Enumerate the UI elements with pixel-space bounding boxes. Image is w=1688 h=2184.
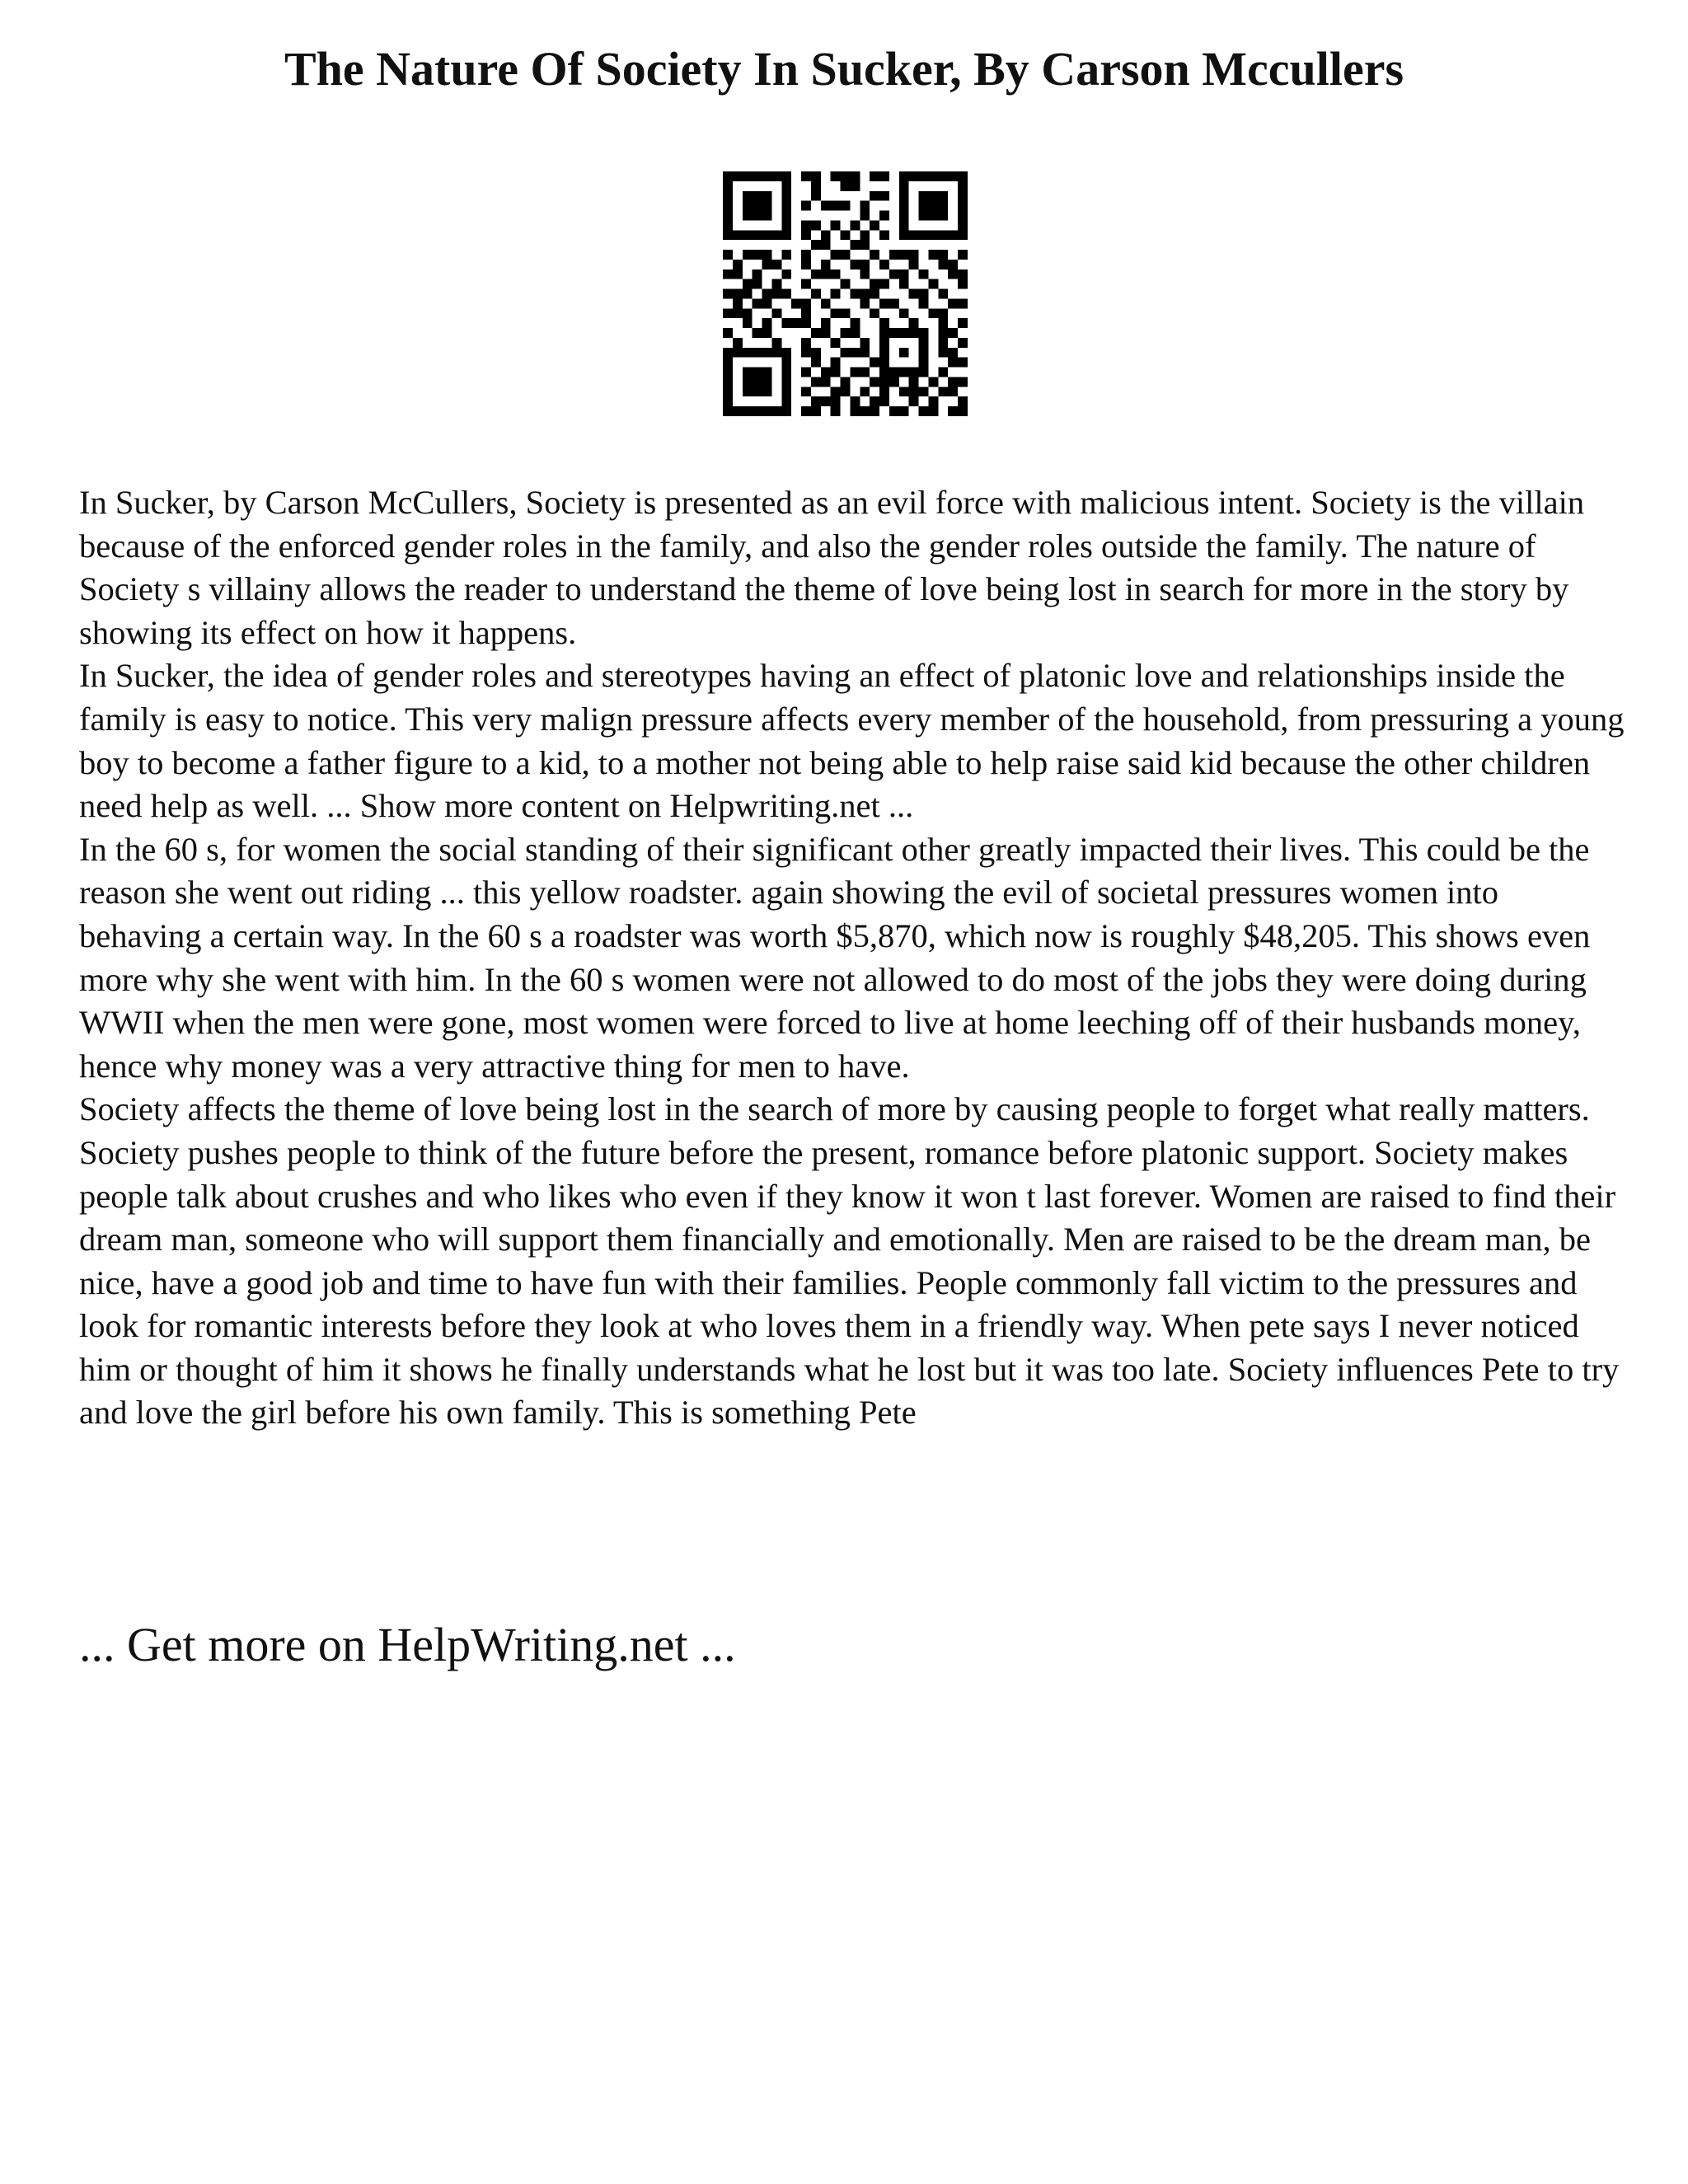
page-title: The Nature Of Society In Sucker, By Carson Mccullers bbox=[284, 42, 1404, 96]
paragraph-2: In Sucker, the idea of gender roles and stereotypes having an effect of platonic love and relationships inside the family is easy to notice. This very malign pressure affects every member of the household, from pressuring a young boy to become a father figure to a kid, to a mother not being able to help raise said kid because the other children need help as well. ... Show more content on Helpwriting.net ... bbox=[79, 657, 1625, 825]
get-more-link[interactable]: ... Get more on HelpWriting.net ... bbox=[79, 1618, 736, 1671]
paragraph-4: Society affects the theme of love being lost in the search of more by causing people to forget what really matters. Society pushes people to think of the future before the present, romance before platonic support. Society makes people talk about crushes and who likes who even if they know it won t last forever. Women are raised to find their dream man, someone who will support them financially and emotionally. Men are raised to be the dream man, be nice, have a good job and time to have fun with their families. People commonly fall victim to the pressures and look for romantic interests before they look at who loves them in a friendly way. When pete says I never noticed him or thought of him it shows he finally understands what he lost but it was too late. Society influences Pete to try and love the girl before his own family. This is something Pete bbox=[79, 1090, 1620, 1432]
essay-body bbox=[79, 481, 1629, 1435]
paragraph-3: In the 60 s, for women the social standing of their significant other greatly impacted their lives. This could be the reason she went out riding ... this yellow roadster. again showing the evil of societal pressures women into behaving a certain way. In the 60 s a roadster was worth $5,870, which now is roughly $48,205. This shows even more why she went with him. In the 60 s women were not allowed to do most of the jobs they were doing during WWII when the men were gone, most women were forced to live at home leeching off of their husbands money, hence why money was a very attractive thing for men to have. bbox=[79, 830, 1591, 1085]
qr-code-image bbox=[723, 171, 968, 416]
qr-code-icon bbox=[723, 171, 968, 416]
paragraph-1: In Sucker, by Carson McCullers, Society is presented as an evil force with malicious intent. Society is the villain because of the enforced gender roles in the family, and also the gender roles outside the family. The nature of Society s villainy allows the reader to understand the theme of love being lost in search for more in the story by showing its effect on how it happens. bbox=[79, 484, 1585, 651]
